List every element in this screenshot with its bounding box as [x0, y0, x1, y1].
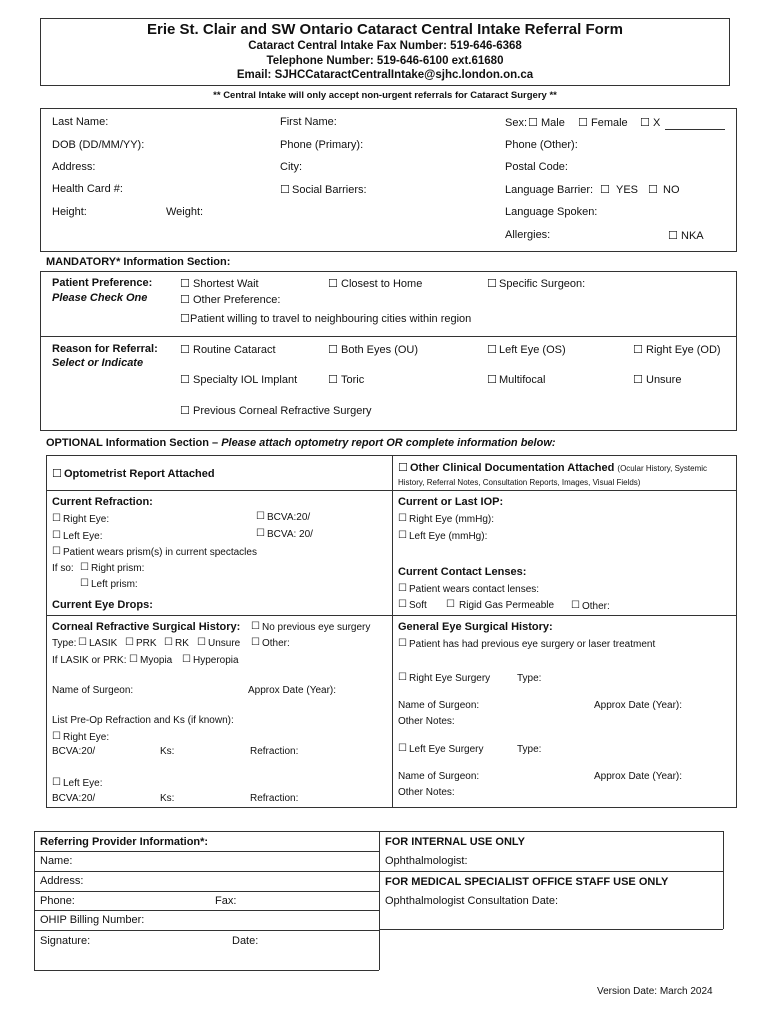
preop-left-label: Left Eye: [63, 778, 103, 789]
right-eye-checkbox[interactable] [633, 343, 643, 356]
patient-info-box [40, 108, 737, 252]
height-label[interactable]: Height: [52, 206, 87, 218]
provider-phone-label[interactable]: Phone: [40, 895, 75, 907]
left-surgery-type[interactable]: Type: [517, 744, 542, 755]
left-prism-checkbox[interactable] [80, 578, 89, 589]
multifocal-label: Multifocal [499, 374, 546, 386]
provider-signature-label[interactable]: Signature: [40, 935, 91, 947]
nka-checkbox[interactable] [668, 229, 678, 242]
corneal-surgeon-label[interactable]: Name of Surgeon: [52, 685, 134, 696]
yes-label: YES [616, 184, 639, 196]
preop-right-label: Right Eye: [63, 732, 110, 743]
preop-right-checkbox[interactable] [52, 731, 61, 742]
internal-use-heading: FOR INTERNAL USE ONLY [385, 836, 525, 848]
first-name-label[interactable]: First Name: [280, 116, 337, 128]
left-surgeon-label[interactable]: Name of Surgeon: [398, 771, 480, 782]
contacts-other-checkbox[interactable] [571, 600, 580, 611]
closest-home-checkbox[interactable] [328, 277, 338, 290]
opt-report-label: Optometrist Report Attached [64, 468, 215, 480]
bcva1-checkbox[interactable] [256, 511, 265, 522]
contacts-other-label: Other: [582, 601, 610, 612]
left-surgery-label: Left Eye Surgery [409, 744, 484, 755]
right-notes-label[interactable]: Other Notes: [398, 716, 455, 727]
eye-drops-heading: Current Eye Drops: [52, 599, 153, 611]
social-barriers-checkbox[interactable] [280, 183, 290, 196]
right-eye-label: Right Eye (OD) [646, 344, 721, 356]
routine-cataract-label: Routine Cataract [193, 344, 276, 356]
other-preference-label: Other Preference: [193, 294, 281, 306]
refraction-left-label: Left Eye: [63, 531, 103, 542]
bcva2-label: BCVA: 20/ [267, 529, 313, 540]
right-surgery-label: Right Eye Surgery [409, 673, 491, 684]
optional-row2-divider [46, 615, 737, 616]
internal-mid-divider [379, 871, 723, 872]
provider-date-label[interactable]: Date: [232, 935, 259, 947]
optional-row1-divider [46, 490, 737, 491]
no-label: NO [663, 184, 680, 196]
prk-checkbox[interactable] [125, 637, 134, 648]
rgp-label: Rigid Gas Permeable [459, 600, 555, 611]
phone-number: Telephone Number: 519-646-6100 ext.61680 [266, 55, 504, 67]
prk-label: PRK [136, 638, 157, 649]
weight-label[interactable]: Weight: [166, 206, 204, 218]
mandatory-divider [40, 336, 737, 337]
right-surgery-type[interactable]: Type: [517, 673, 542, 684]
optional-heading [46, 437, 556, 449]
last-name-label[interactable]: Last Name: [52, 116, 109, 128]
closest-home-label: Closest to Home [341, 278, 423, 290]
refraction-right-checkbox[interactable] [52, 513, 61, 524]
if-lasik-label: If LASIK or PRK: [52, 655, 127, 666]
provider-mid-border [379, 831, 380, 970]
ophthalmologist-label[interactable]: Ophthalmologist: [385, 855, 468, 867]
no-prev-surgery-label: No previous eye surgery [262, 622, 371, 633]
phone-other-label[interactable]: Phone (Other): [505, 139, 578, 151]
corneal-date-label[interactable]: Approx Date (Year): [248, 685, 337, 696]
fax-number: Cataract Central Intake Fax Number: 519-646-6368 [248, 40, 522, 52]
rgp-checkbox[interactable] [446, 599, 455, 610]
toric-label: Toric [341, 374, 365, 386]
iop-right-label: Right Eye (mmHg): [409, 514, 495, 525]
preop-label: List Pre-Op Refraction and Ks (if known): [52, 715, 234, 726]
preop-left-ks[interactable]: Ks: [160, 793, 175, 804]
multifocal-checkbox[interactable] [487, 373, 497, 386]
social-barriers-label: Social Barriers: [292, 184, 367, 196]
postal-code-label[interactable]: Postal Code: [505, 161, 568, 173]
type-unsure-label: Unsure [208, 638, 241, 649]
opt-report-checkbox[interactable] [52, 467, 62, 480]
specialist-heading: FOR MEDICAL SPECIALIST OFFICE STAFF USE ONLY [385, 876, 669, 888]
unsure-checkbox[interactable] [633, 373, 643, 386]
preop-left-bcva[interactable]: BCVA:20/ [52, 793, 96, 804]
prev-surgery-label: Patient has had previous eye surgery or laser treatment [409, 639, 656, 650]
x-checkbox[interactable] [640, 116, 650, 129]
other-clinical-text [410, 462, 707, 474]
corneal-history-heading: Corneal Refractive Surgical History: [52, 621, 241, 633]
male-label: Male [541, 117, 565, 129]
preop-left-refraction[interactable]: Refraction: [250, 793, 299, 804]
left-notes-label[interactable]: Other Notes: [398, 787, 455, 798]
type-other-label: Other: [262, 638, 290, 649]
right-date-label[interactable]: Approx Date (Year): [594, 700, 683, 711]
provider-row4 [34, 910, 379, 911]
form-title: Erie St. Clair and SW Ontario Cataract Central Intake Referral Form [147, 21, 623, 38]
preop-right-refraction[interactable]: Refraction: [250, 746, 299, 757]
myopia-label: Myopia [140, 655, 173, 666]
current-refraction-heading: Current Refraction: [52, 496, 153, 508]
refraction-right-label: Right Eye: [63, 514, 110, 525]
other-preference-checkbox[interactable] [180, 293, 190, 306]
left-surgery-checkbox[interactable] [398, 743, 407, 754]
email-address: Email: SJHCCataractCentralIntake@sjhc.london.on.ca [236, 69, 534, 81]
bcva1-label: BCVA:20/ [267, 512, 311, 523]
right-surgeon-label[interactable]: Name of Surgeon: [398, 700, 480, 711]
lasik-label: LASIK [89, 638, 118, 649]
dob-label[interactable]: DOB (DD/MM/YY): [52, 139, 145, 151]
both-eyes-label: Both Eyes (OU) [341, 344, 419, 356]
specialty-iol-label: Specialty IOL Implant [193, 374, 298, 386]
no-prev-surgery-checkbox[interactable] [251, 621, 260, 632]
specialty-iol-checkbox[interactable] [180, 373, 190, 386]
female-label: Female [591, 117, 628, 129]
other-clinical-note2: History, Referral Notes, Consultation Reports, Images, Visual Fields) [398, 478, 641, 487]
right-prism-checkbox[interactable] [80, 562, 89, 573]
left-prism-label: Left prism: [91, 579, 138, 590]
left-eye-label: Left Eye (OS) [499, 344, 566, 356]
internal-right-border [723, 831, 724, 929]
soft-label: Soft [409, 600, 427, 611]
travel-label: Patient willing to travel to neighbouring cities within region [190, 313, 472, 325]
provider-row5 [34, 930, 379, 931]
phone-primary-label[interactable]: Phone (Primary): [280, 139, 364, 151]
type-other-checkbox[interactable] [251, 637, 260, 648]
routine-cataract-checkbox[interactable] [180, 343, 190, 356]
optional-heading-text: OPTIONAL Information Section – [46, 437, 222, 449]
hyperopia-checkbox[interactable] [182, 654, 191, 665]
toric-checkbox[interactable] [328, 373, 338, 386]
contacts-heading: Current Contact Lenses: [398, 566, 527, 578]
address-label[interactable]: Address: [52, 161, 96, 173]
urgency-notice: ** Central Intake will only accept non-urgent referrals for Cataract Surgery ** [213, 90, 557, 101]
shortest-wait-label: Shortest Wait [193, 278, 259, 290]
specific-surgeon-checkbox[interactable] [487, 277, 497, 290]
iop-heading: Current or Last IOP: [398, 496, 504, 508]
city-label[interactable]: City: [280, 161, 302, 173]
allergies-label[interactable]: Allergies: [505, 229, 551, 241]
yes-checkbox[interactable] [600, 183, 610, 196]
left-eye-checkbox[interactable] [487, 343, 497, 356]
reason-referral-label: Reason for Referral: [52, 343, 158, 355]
other-clinical-checkbox[interactable] [398, 461, 408, 474]
nka-label: NKA [681, 230, 704, 242]
internal-bottom-border [379, 929, 723, 930]
preop-right-ks[interactable]: Ks: [160, 746, 175, 757]
x-label: X [653, 117, 661, 129]
provider-row3 [34, 891, 379, 892]
travel-checkbox[interactable] [180, 312, 190, 325]
provider-address-label[interactable]: Address: [40, 875, 84, 887]
unsure-label: Unsure [646, 374, 682, 386]
prev-corneal-checkbox[interactable] [180, 404, 190, 417]
other-clinical-note1: (Ocular History, Systemic [617, 464, 708, 473]
hyperopia-label: Hyperopia [193, 655, 239, 666]
both-eyes-checkbox[interactable] [328, 343, 338, 356]
optional-col-divider [392, 455, 393, 808]
language-barrier-label: Language Barrier: [505, 184, 594, 196]
x-underline[interactable] [665, 129, 725, 130]
patient-preference-label: Patient Preference: [52, 277, 153, 289]
left-date-label[interactable]: Approx Date (Year): [594, 771, 683, 782]
provider-heading: Referring Provider Information*: [40, 836, 209, 848]
provider-ohip-label[interactable]: OHIP Billing Number: [40, 914, 145, 926]
iop-left-label: Left Eye (mmHg): [409, 531, 488, 542]
if-so-label: If so: [52, 563, 74, 574]
type-label: Type: [52, 638, 77, 649]
provider-name-label[interactable]: Name: [40, 855, 73, 867]
male-checkbox[interactable] [528, 116, 538, 129]
optional-heading-italic: Please attach optometry report OR complete information below: [221, 437, 556, 449]
specific-surgeon-label: Specific Surgeon: [499, 278, 586, 290]
rk-checkbox[interactable] [164, 637, 173, 648]
right-prism-label: Right prism: [91, 563, 145, 574]
prism-checkbox[interactable] [52, 546, 61, 557]
version-date: Version Date: March 2024 [597, 986, 713, 997]
type-unsure-checkbox[interactable] [197, 637, 206, 648]
no-checkbox[interactable] [648, 183, 658, 196]
shortest-wait-checkbox[interactable] [180, 277, 190, 290]
female-checkbox[interactable] [578, 116, 588, 129]
provider-row1 [34, 851, 379, 852]
preop-right-bcva[interactable]: BCVA:20/ [52, 746, 96, 757]
wears-contacts-label: Patient wears contact lenses: [409, 584, 540, 595]
prev-corneal-label: Previous Corneal Refractive Surgery [193, 405, 372, 417]
prev-surgery-checkbox[interactable] [398, 638, 407, 649]
soft-checkbox[interactable] [398, 599, 407, 610]
iop-left-checkbox[interactable] [398, 530, 407, 541]
select-or-indicate: Select or Indicate [52, 357, 144, 369]
general-history-heading: General Eye Surgical History: [398, 621, 553, 633]
myopia-checkbox[interactable] [129, 654, 138, 665]
rk-label: RK [175, 638, 189, 649]
wears-contacts-checkbox[interactable] [398, 583, 407, 594]
iop-right-checkbox[interactable] [398, 513, 407, 524]
lasik-checkbox[interactable] [78, 637, 87, 648]
preop-left-checkbox[interactable] [52, 777, 61, 788]
provider-row2 [34, 871, 379, 872]
mandatory-heading: MANDATORY* Information Section: [46, 256, 231, 268]
consult-date-label[interactable]: Ophthalmologist Consultation Date: [385, 895, 559, 907]
other-clinical-label: Other Clinical Documentation Attached [410, 462, 615, 474]
language-spoken-label[interactable]: Language Spoken: [505, 206, 598, 218]
right-surgery-checkbox[interactable] [398, 672, 407, 683]
health-card-label[interactable]: Health Card #: [52, 183, 123, 195]
please-check-one: Please Check One [52, 292, 148, 304]
refraction-left-checkbox[interactable] [52, 530, 61, 541]
bcva2-checkbox[interactable] [256, 528, 265, 539]
provider-bottom-border [34, 970, 379, 971]
prism-label: Patient wears prism(s) in current spectacles [63, 547, 257, 558]
sex-label: Sex: [505, 117, 528, 129]
provider-fax-label[interactable]: Fax: [215, 895, 237, 907]
